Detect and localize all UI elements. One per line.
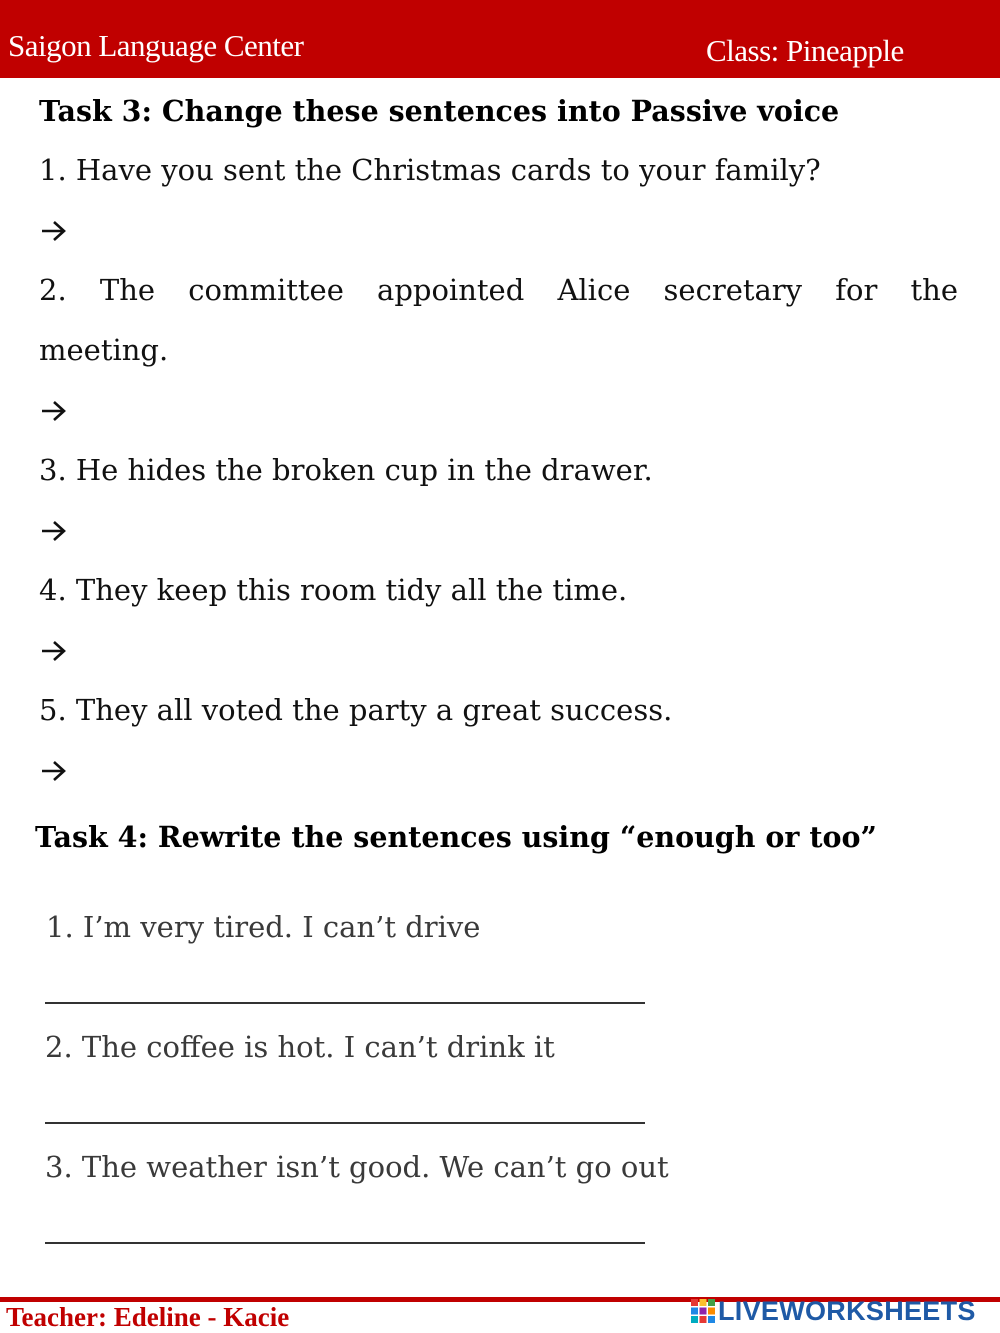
liveworksheets-logo (690, 1296, 976, 1326)
task3-item-5: 5. They all voted the party a great success. (39, 693, 673, 727)
answer-blank-1[interactable] (45, 1002, 645, 1004)
teacher-name: Teacher: Edeline - Kacie (6, 1302, 290, 1332)
task3-item-4: 4. They keep this room tidy all the time. (39, 573, 628, 607)
task4-item-3: 3. The weather isn’t good. We can’t go out (45, 1150, 669, 1184)
school-name: Saigon Language Center (8, 28, 304, 63)
class-label: Class: Pineapple (706, 33, 904, 68)
task3-title: Task 3: Change these sentences into Passive voice (39, 94, 840, 128)
liveworksheets-logo-icon (690, 1298, 716, 1324)
task3-item-1: 1. Have you sent the Christmas cards to your family? (39, 153, 821, 187)
task3-item-2: 2. The committee appointed Alice secretary for the (39, 273, 958, 307)
right-arrow-icon (40, 219, 68, 243)
task4-title: Task 4: Rewrite the sentences using “enough or too” (35, 820, 877, 854)
answer-blank-2[interactable] (45, 1122, 645, 1124)
answer-blank-3[interactable] (45, 1242, 645, 1244)
task3-item-3: 3. He hides the broken cup in the drawer. (39, 453, 653, 487)
right-arrow-icon (40, 519, 68, 543)
liveworksheets-brand: LIVEWORKSHEETS (718, 1295, 976, 1326)
right-arrow-icon (40, 399, 68, 423)
right-arrow-icon (40, 639, 68, 663)
task4-item-1: 1. I’m very tired. I can’t drive (46, 910, 481, 944)
task4-item-2: 2. The coffee is hot. I can’t drink it (45, 1030, 555, 1064)
header-bar (0, 0, 1000, 78)
right-arrow-icon (40, 759, 68, 783)
task3-item-2-cont: meeting. (39, 333, 169, 367)
